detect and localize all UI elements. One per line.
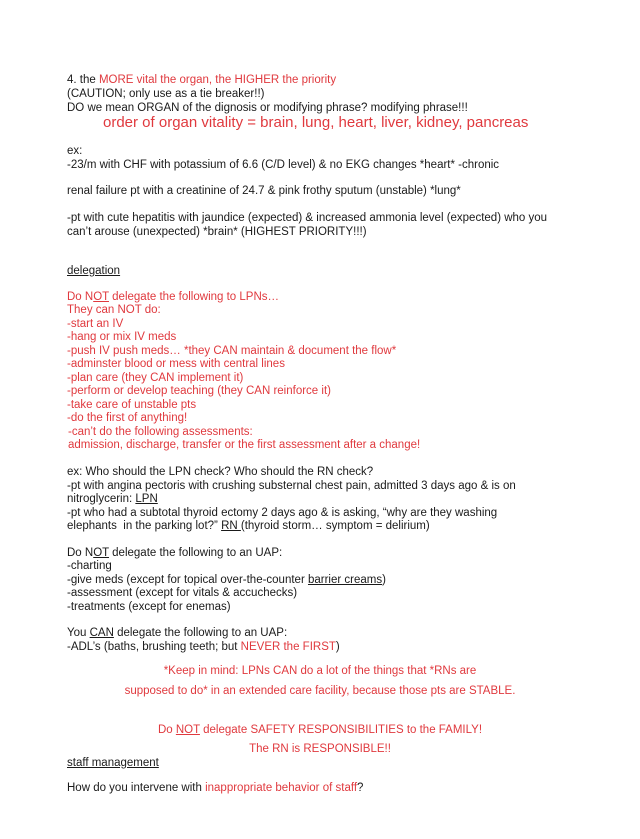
- staff-question-pre: How do you intervene with: [67, 782, 206, 794]
- staff-question-post: ?: [357, 782, 364, 794]
- example-2: renal failure pt with a creatinine of 24.7 & pink frothy sputum (unstable) *lung*: [67, 185, 461, 197]
- check-2a: -pt who had a subtotal thyroid ectomy 2 days ago & is asking, “why are they washing: [67, 507, 498, 519]
- uap-can-item: [67, 641, 340, 655]
- lpn-title: [67, 291, 279, 305]
- family-warning: [0, 724, 640, 738]
- check-question: ex: Who should the LPN check? Who should the RN check?: [67, 466, 374, 478]
- check-1b: [67, 493, 158, 507]
- check-1b-answer: LPN: [135, 493, 158, 505]
- uap-can-title: [67, 627, 287, 641]
- check-2b-post: (thyroid storm… symptom = delirium): [240, 520, 430, 532]
- lpn-item: -perform or develop teaching (they CAN reinforce it): [67, 385, 331, 397]
- example-label: ex:: [67, 145, 83, 157]
- delegation-heading: delegation: [67, 265, 121, 277]
- rn-responsible: The RN is RESPONSIBLE!!: [249, 743, 391, 755]
- rule-highlight: MORE vital the organ, the HIGHER the priority: [98, 74, 337, 86]
- uap-not-underlined: OT: [93, 547, 109, 559]
- example-3a: -pt with cute hepatitis with jaundice (expected) & increased ammonia level (expected) who you: [67, 212, 548, 224]
- uap-can-1-pre: -ADL’s (baths, brushing teeth; but: [67, 641, 241, 653]
- family-post: delegate SAFETY RESPONSIBILITIES to the FAMILY!: [199, 724, 483, 736]
- extended-care-note-2: supposed to do* in an extended care facility, because those pts are STABLE.: [124, 685, 516, 697]
- rule-prefix: 4. the: [67, 74, 99, 86]
- uap-not-item: -charting: [67, 560, 112, 572]
- caution-note: (CAUTION; only use as a tie breaker!!): [67, 88, 265, 100]
- check-2b-answer: RN: [221, 520, 241, 532]
- staff-question-highlight: inappropriate behavior of staff: [205, 782, 358, 794]
- priority-rule: [67, 74, 336, 88]
- lpn-item: -can’t do the following assessments:: [68, 426, 253, 438]
- lpn-item: -hang or mix IV meds: [67, 331, 177, 343]
- lpn-item: -plan care (they CAN implement it): [67, 372, 244, 384]
- family-pre: Do: [157, 724, 176, 736]
- lpn-title-pre: Do N: [67, 291, 94, 303]
- organ-question: DO we mean ORGAN of the dignosis or modifying phrase? modifying phrase!!!: [67, 102, 468, 114]
- example-3b: can’t arouse (unexpected) *brain* (HIGHEST PRIORITY!!!): [67, 226, 367, 238]
- check-2b: [67, 520, 430, 534]
- check-1a: -pt with angina pectoris with crushing substernal chest pain, admitted 3 days ago & is on: [67, 480, 516, 492]
- uap-not-item: -assessment (except for vitals & accuchecks): [67, 587, 298, 599]
- check-2b-pre: elephants in the parking lot?”: [67, 520, 222, 532]
- extended-care-note-1: *Keep in mind: LPNs CAN do a lot of the things that *RNs are: [163, 665, 477, 677]
- check-1b-pre: nitroglycerin:: [67, 493, 136, 505]
- uap-not-2-pre: -give meds (except for topical over-the-counter: [67, 574, 308, 586]
- lpn-item: -start an IV: [67, 318, 124, 330]
- uap-can-pre: You: [67, 627, 90, 639]
- organ-order: order of organ vitality = brain, lung, heart, liver, kidney, pancreas: [103, 114, 529, 131]
- lpn-title-underlined: OT: [93, 291, 109, 303]
- uap-not-2-post: ): [382, 574, 386, 586]
- uap-not-item: -treatments (except for enemas): [67, 601, 231, 613]
- lpn-item: -adminster blood or mess with central lines: [67, 358, 285, 370]
- uap-not-title: [67, 547, 282, 561]
- staff-heading: staff management: [67, 757, 159, 769]
- family-underlined: NOT: [175, 724, 200, 736]
- uap-not-pre: Do N: [67, 547, 94, 559]
- staff-question: [67, 782, 363, 796]
- example-1: -23/m with CHF with potassium of 6.6 (C/D level) & no EKG changes *heart* -chronic: [67, 159, 500, 171]
- uap-can-1-post: ): [335, 641, 340, 653]
- uap-not-2-underlined: barrier creams: [307, 574, 383, 586]
- uap-not-post: delegate the following to an UAP:: [108, 547, 283, 559]
- lpn-title-post: delegate the following to LPNs…: [108, 291, 280, 303]
- uap-can-underlined: CAN: [89, 627, 114, 639]
- uap-can-post: delegate the following to an UAP:: [113, 627, 288, 639]
- lpn-item: -push IV push meds… *they CAN maintain & document the flow*: [67, 345, 397, 357]
- lpn-subtitle: They can NOT do:: [67, 304, 161, 316]
- lpn-item: admission, discharge, transfer or the first assessment after a change!: [68, 439, 421, 451]
- lpn-item: -take care of unstable pts: [67, 399, 197, 411]
- lpn-item: -do the first of anything!: [67, 412, 188, 424]
- uap-not-item: [67, 574, 386, 588]
- uap-can-1-highlight: NEVER the FIRST: [240, 641, 336, 653]
